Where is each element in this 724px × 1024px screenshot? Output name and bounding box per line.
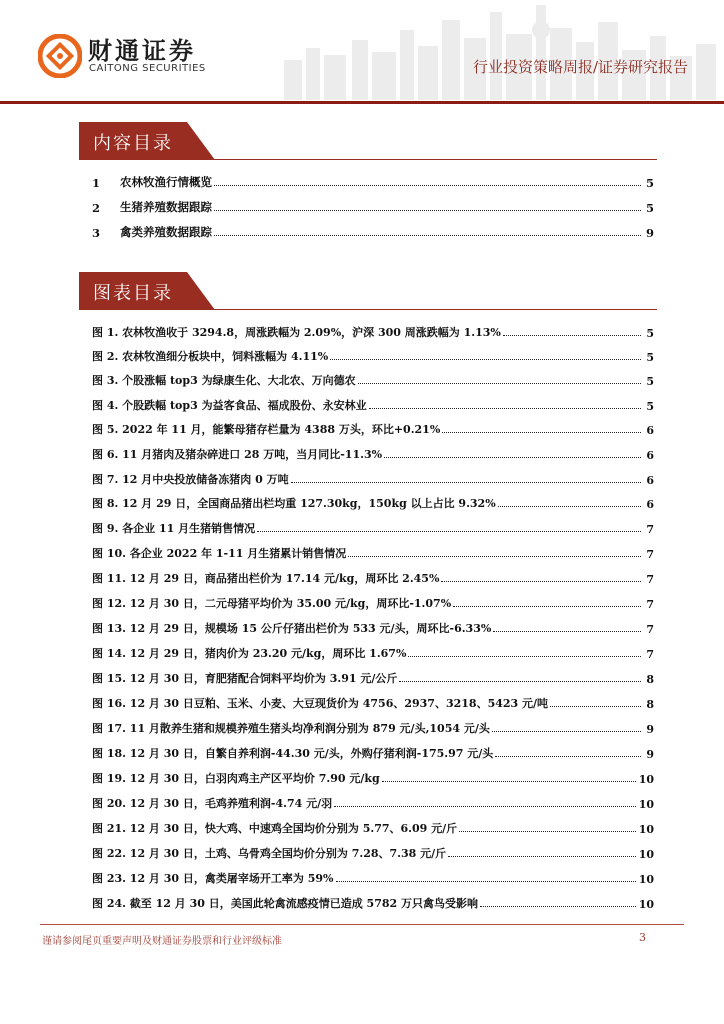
figure-leader-dots [330, 359, 641, 360]
figure-entry-page: 10 [638, 773, 654, 786]
toc-entry-number: 2 [92, 201, 101, 215]
figure-entry[interactable] [92, 417, 654, 437]
figure-leader-dots [257, 531, 641, 532]
figure-entry-page: 6 [646, 449, 654, 462]
figure-entry[interactable] [92, 566, 654, 586]
figure-entry-page: 7 [646, 648, 654, 661]
figure-entry[interactable] [92, 666, 654, 686]
figure-entry[interactable] [92, 791, 654, 811]
figure-entry[interactable] [92, 467, 654, 487]
figure-leader-dots [441, 581, 641, 582]
figure-entry-text: 图 15. 12 月 30 日，育肥猪配合饲料平均价为 3.91 元/公斤 [92, 672, 398, 685]
figure-entry-text: 图 11. 12 月 29 日，商品猪出栏价为 17.14 元/kg，周环比 2.45% [92, 572, 440, 585]
figure-entry[interactable] [92, 368, 654, 388]
figure-entry-page: 5 [646, 375, 654, 388]
contents-title: 内容目录 [93, 133, 173, 154]
figure-entry-text: 图 2. 农林牧渔细分板块中，饲料涨幅为 4.11% [92, 350, 329, 363]
figure-entry-text: 图 8. 12 月 29 日，全国商品猪出栏均重 127.30kg，150kg 以上占比 9.32% [92, 497, 496, 510]
figure-entry-text: 图 24. 截至 12 月 30 日，美国此轮禽流感疫情已造成 5782 万只禽鸟受影响 [92, 897, 479, 910]
figure-leader-dots [369, 408, 641, 409]
city-skyline-image [264, 0, 724, 100]
figure-entry[interactable] [92, 641, 654, 661]
footer-disclaimer: 谨请参阅尾页重要声明及财通证券股票和行业评级标准 [42, 936, 282, 947]
report-type: 行业投资策略周报/证券研究报告 [472, 58, 688, 76]
figure-entry-text: 图 21. 12 月 30 日，快大鸡、中速鸡全国均价分别为 5.77、6.09 元/斤 [92, 822, 458, 835]
figure-entry-page: 7 [646, 573, 654, 586]
figure-entry-text: 图 1. 农林牧渔收于 3294.8，周涨跌幅为 2.09%，沪深 300 周涨跌幅为 1.13% [92, 326, 501, 339]
figure-leader-dots [336, 881, 636, 882]
figure-entry[interactable] [92, 491, 654, 511]
figure-entry-page: 10 [638, 848, 654, 861]
toc-entry-page: 9 [645, 226, 654, 240]
figure-entry-text: 图 4. 个股跌幅 top3 为益客食品、福成股份、永安林业 [92, 399, 367, 412]
figure-entry[interactable] [92, 442, 654, 462]
figure-entry-text: 图 12. 12 月 30 日，二元母猪平均价为 35.00 元/kg，周环比-1.07% [92, 597, 452, 610]
figure-entry[interactable] [92, 691, 654, 711]
figure-entry-text: 图 18. 12 月 30 日，自繁自养利润-44.30 元/头，外购仔猪利润-175.97 元/头 [92, 747, 494, 760]
toc-leader-dots [214, 185, 641, 186]
figure-leader-dots [492, 731, 641, 732]
figure-entry[interactable] [92, 866, 654, 886]
figure-leader-dots [408, 656, 641, 657]
figure-entry[interactable] [92, 616, 654, 636]
figure-entry-page: 7 [646, 598, 654, 611]
brand-name-en: CAITONG SECURITIES [89, 63, 206, 74]
figures-section-header [79, 272, 659, 312]
figure-entry-text: 图 20. 12 月 30 日，毛鸡养殖利润-4.74 元/羽 [92, 797, 333, 810]
figure-leader-dots [459, 831, 636, 832]
figure-entry-page: 9 [646, 723, 654, 736]
contents-title-rule [79, 159, 657, 160]
figure-entry[interactable] [92, 320, 654, 340]
page-header [0, 0, 724, 108]
page-number: 3 [639, 931, 646, 944]
figure-entry-page: 10 [638, 823, 654, 836]
figure-entry-text: 图 6. 11 月猪肉及猪杂碎进口 28 万吨，当月同比-11.3% [92, 448, 383, 461]
figure-entry-page: 5 [646, 400, 654, 413]
toc-entry-text: 农林牧渔行情概览 [120, 175, 212, 189]
figure-entry-page: 9 [646, 748, 654, 761]
figure-leader-dots [480, 906, 636, 907]
figure-entry-page: 10 [638, 798, 654, 811]
figure-entry[interactable] [92, 716, 654, 736]
figure-entry[interactable] [92, 591, 654, 611]
figure-leader-dots [503, 335, 641, 336]
figure-entry-text: 图 5. 2022 年 11 月，能繁母猪存栏量为 4388 万头，环比+0.21% [92, 423, 441, 436]
figures-title: 图表目录 [93, 283, 173, 304]
toc-entry-text: 生猪养殖数据跟踪 [120, 200, 212, 214]
figure-entry-page: 8 [646, 698, 654, 711]
figure-entry-text: 图 17. 11 月散养生猪和规模养殖生猪头均净利润分别为 879 元/头,1054 元/头 [92, 722, 490, 735]
figure-leader-dots [399, 681, 641, 682]
toc-leader-dots [214, 210, 641, 211]
figure-leader-dots [334, 806, 636, 807]
figure-leader-dots [384, 457, 641, 458]
figure-entry[interactable] [92, 541, 654, 561]
toc-entry[interactable] [92, 170, 654, 190]
caitong-logo-icon [38, 34, 82, 78]
figure-entry[interactable] [92, 841, 654, 861]
figure-entry-page: 10 [638, 898, 654, 911]
toc-entry-page: 5 [645, 201, 654, 215]
figure-entry[interactable] [92, 516, 654, 536]
figure-entry-page: 7 [646, 623, 654, 636]
figure-entry[interactable] [92, 344, 654, 364]
figure-entry-page: 6 [646, 424, 654, 437]
toc-entry-page: 5 [645, 176, 654, 190]
toc-entry-number: 1 [92, 176, 101, 190]
figure-entry-page: 10 [638, 873, 654, 886]
toc-entry-text: 禽类养殖数据跟踪 [120, 225, 212, 239]
figure-entry-page: 8 [646, 673, 654, 686]
figure-leader-dots [442, 432, 641, 433]
figure-leader-dots [382, 781, 636, 782]
figure-entry-text: 图 7. 12 月中央投放储备冻猪肉 0 万吨 [92, 473, 289, 486]
toc-entry[interactable] [92, 220, 654, 240]
contents-section-header [79, 122, 659, 162]
figure-leader-dots [348, 556, 641, 557]
figure-entry[interactable] [92, 741, 654, 761]
figure-entry-page: 7 [646, 523, 654, 536]
figure-leader-dots [453, 606, 641, 607]
figure-entry-text: 图 10. 各企业 2022 年 1-11 月生猪累计销售情况 [92, 547, 347, 560]
figure-leader-dots [498, 506, 641, 507]
figure-leader-dots [495, 756, 641, 757]
figure-entry-page: 7 [646, 548, 654, 561]
figure-entry[interactable] [92, 816, 654, 836]
figure-leader-dots [291, 482, 641, 483]
figure-entry-text: 图 19. 12 月 30 日，白羽肉鸡主产区平均价 7.90 元/kg [92, 772, 380, 785]
toc-entry-number: 3 [92, 226, 101, 240]
figure-entry[interactable] [92, 891, 654, 911]
figure-entry-page: 5 [646, 327, 654, 340]
figure-entry[interactable] [92, 766, 654, 786]
toc-entry[interactable] [92, 195, 654, 215]
figure-leader-dots [448, 856, 636, 857]
figure-entry-page: 5 [646, 351, 654, 364]
figure-leader-dots [550, 706, 641, 707]
figure-entry-text: 图 3. 个股涨幅 top3 为绿康生化、大北农、万向德农 [92, 374, 356, 387]
figure-entry[interactable] [92, 393, 654, 413]
figure-entry-page: 6 [646, 474, 654, 487]
figures-title-rule [79, 309, 657, 310]
figure-leader-dots [493, 631, 641, 632]
figure-entry-text: 图 16. 12 月 30 日豆粕、玉米、小麦、大豆现货价为 4756、2937、3218、5423 元/吨 [92, 697, 549, 710]
figure-entry-text: 图 9. 各企业 11 月生猪销售情况 [92, 522, 256, 535]
figure-entry-text: 图 23. 12 月 30 日，禽类屠宰场开工率为 59% [92, 872, 334, 885]
footer-divider [40, 924, 684, 925]
figure-entry-text: 图 13. 12 月 29 日，规模场 15 公斤仔猪出栏价为 533 元/头，周环比-6.33% [92, 622, 492, 635]
brand-name-cn: 财通证券 [88, 37, 196, 65]
toc-leader-dots [214, 235, 641, 236]
figure-entry-text: 图 22. 12 月 30 日，土鸡、乌骨鸡全国均价分别为 7.28、7.38 元/斤 [92, 847, 447, 860]
figure-entry-page: 6 [646, 498, 654, 511]
header-divider [0, 101, 724, 104]
figure-entry-text: 图 14. 12 月 29 日，猪肉价为 23.20 元/kg，周环比 1.67% [92, 647, 407, 660]
figure-leader-dots [358, 383, 641, 384]
